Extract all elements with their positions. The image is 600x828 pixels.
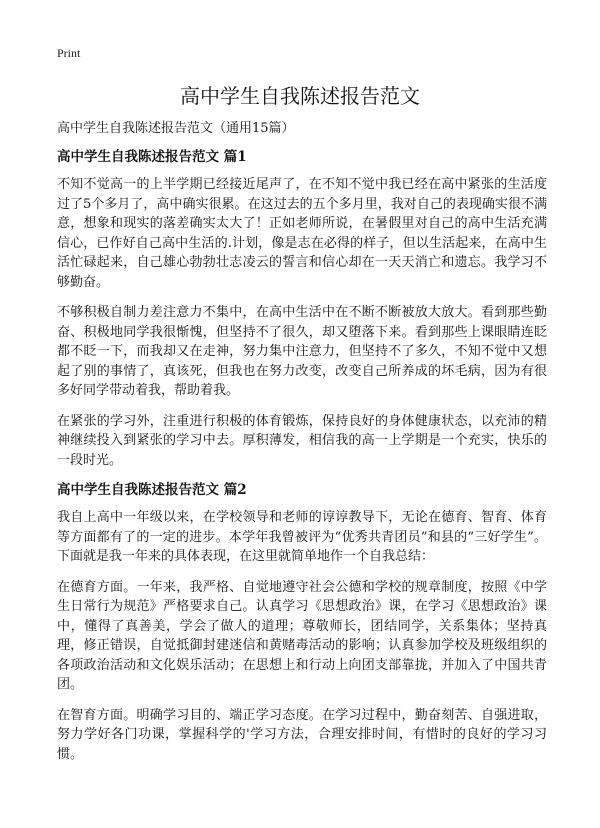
section-2 (57, 481, 547, 764)
paragraph: 不够积极自制力差注意力不集中，在高中生活中在不断不断被放大放大。看到那些勤奋、积极地同学我很惭愧，但坚持不了很久，却又堕落下来。看到那些上课眼睛连眨都不眨一下，而我却又在走神，努力集中注意力，但坚持不了多久，不知不觉中又想起了别的事情了，真该死，但我也在努力改变，改变自己所养成的坏毛病，因为有很多好同学带动着我，帮助着我。 (57, 305, 547, 398)
paragraph: 我自上高中一年级以来，在学校领导和老师的谆谆教导下，无论在德育、智育、体育等方面都有了的一定的进步。本学年我曾被评为“优秀共青团员”和县的“三好学生”。下面就是我一年来的具体表现，在这里就简单地作一个自我总结： (57, 510, 547, 564)
paragraph: 不知不觉高一的上半学期已经接近尾声了，在不知不觉中我已经在高中紧张的生活度过了5个多月了，高中确实很累。在这过去的五个多月里，我对自己的表现确实很不满意，想象和现实的落差确实太大了！正如老师所说，在暑假里对自己的高中生活充满信心，已作好自己高中生活的.计划，像是志在必得的样子，但以生活起来，在高中生活忙碌起来，自己雄心勃勃壮志凌云的誓言和信心却在一天天消亡和遗忘。我学习不够勤奋。 (57, 177, 547, 290)
paragraph: 在德育方面。一年来，我严格、自觉地遵守社会公德和学校的规章制度，按照《中学生日常行为规范》严格要求自己。认真学习《思想政治》课，在学习《思想政治》课中，懂得了真善美，学会了做人的道理；尊敬师长，团结同学，关系集体；坚持真理，修正错误，自觉抵御封建迷信和黄赌毒活动的影响；认真参加学校及班级组织的各项政治活动和文化娱乐活动；在思想上和行动上向团支部靠拢，并加入了中国共青团。 (57, 579, 547, 692)
page-title: 高中学生自我陈述报告范文 (180, 84, 420, 108)
section-heading: 高中学生自我陈述报告范文 篇1 (57, 149, 247, 165)
paragraph: 在智育方面。明确学习目的、端正学习态度。在学习过程中，勤奋刻苦、自强进取，努力学好各门功课，掌握科学的'学习方法，合理安排时间，有惜时的良好的学习习惯。 (57, 707, 547, 762)
paragraph: 在紧张的学习外，注重进行积极的体育锻炼，保持良好的身体健康状态，以充沛的精神继续投入到紧张的学习中去。厚积薄发，相信我的高一上学期是一个充实，快乐的一段时光。 (57, 413, 547, 468)
document-body (57, 120, 547, 775)
section-1 (57, 148, 547, 470)
print-label: Print (57, 46, 81, 60)
document-subtitle: 高中学生自我陈述报告范文（通用15篇） (57, 121, 295, 136)
section-heading: 高中学生自我陈述报告范文 篇2 (57, 482, 247, 498)
